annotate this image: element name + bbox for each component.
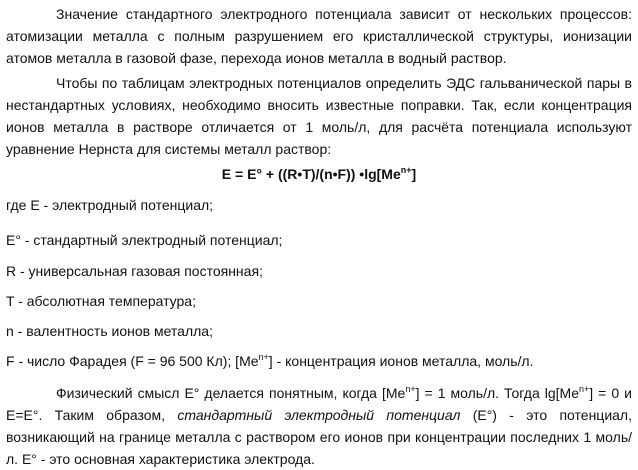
paragraph-physical-meaning: [6, 382, 632, 470]
nernst-equation-main: E = E° + ((R•T)/(n•F)) •lg[Me: [221, 166, 401, 182]
definition-r: R - универсальная газовая постоянная;: [6, 263, 263, 279]
definition-e-standard: E° - стандартный электродный потенциал;: [6, 232, 283, 248]
physical-meaning-part-a: Физический смысл E° делается понятным, когда [Me: [56, 385, 406, 401]
paragraph-nernst-intro: Чтобы по таблицам электродных потенциалов определить ЭДС гальванической пары в нестандартных условиях, необходимо вносить известные поправки. Так, если концентрация ионов металла в растворе отличается от 1 моль/л, для расчёта потенциала используют уравнение Нернста для системы металл раствор:: [6, 75, 632, 157]
nernst-equation-superscript: n+: [400, 165, 412, 175]
physical-meaning-part-d: (E°) - это потенциал, возникающий на границе металла с раствором его ионов при концентрации последних 1 моль/л. E° - это основная характеристика электрода.: [6, 407, 632, 467]
definition-f-text: F - число Фарадея (F = 96 500 Кл); [Me: [6, 353, 259, 369]
definition-concentration-text: ] - концентрация ионов металла, моль/л.: [268, 353, 534, 369]
paragraph-standard-potential: Значение стандартного электродного потенциала зависит от нескольких процессов: атомизации металла с полным разрушением его кристаллической структуры, ионизации атомов металла в газовой фазе, перехода ионов металла в водный раствор.: [6, 6, 632, 66]
definition-e: где E - электродный потенциал;: [6, 197, 214, 213]
nernst-equation-close: ]: [411, 166, 417, 182]
physical-meaning-part-c: ] = 0 и E=E°. Таким образом,: [6, 385, 632, 423]
definition-f-and-concentration: [6, 350, 533, 372]
physical-meaning-italic-term: стандартный электродный потенциал: [177, 407, 461, 423]
nernst-equation: [6, 163, 632, 185]
definition-n: n - валентность ионов металла;: [6, 323, 213, 339]
definition-f-superscript: n+: [258, 352, 269, 362]
physical-meaning-part-b: ] = 1 моль/л. Тогда lg[Me: [415, 385, 579, 401]
physical-meaning-sup-2: n+: [578, 384, 590, 394]
physical-meaning-sup-1: n+: [405, 384, 416, 394]
definition-t: T - абсолютная температура;: [6, 293, 196, 309]
